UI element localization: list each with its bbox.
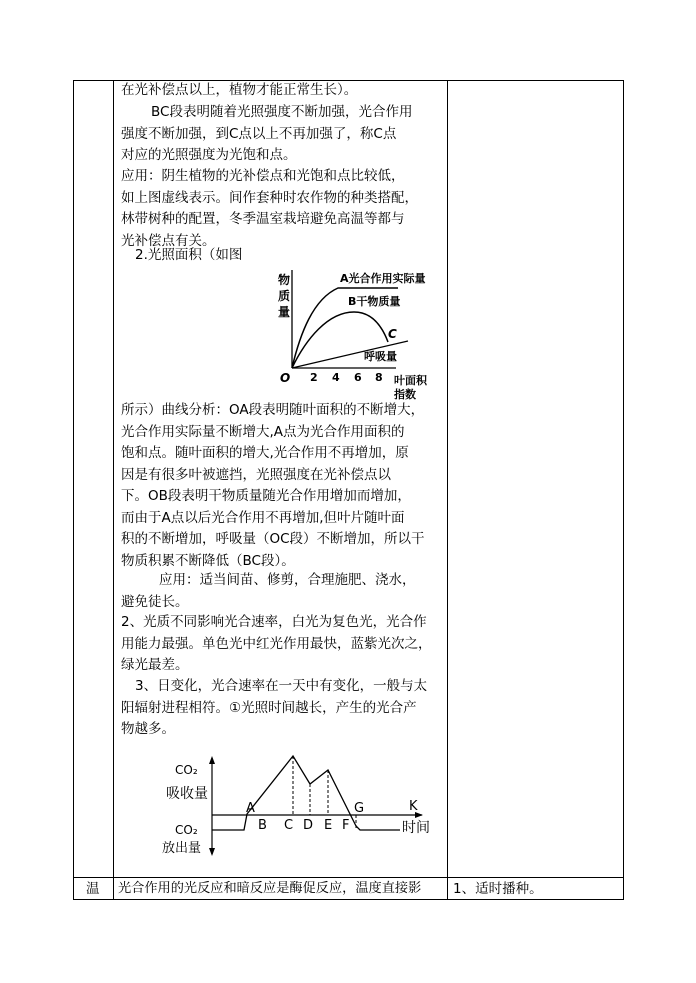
text-line: 用能力最强。单色光中红光作用最快，蓝紫光次之， (121, 635, 432, 652)
table-border-left (73, 80, 74, 900)
chart2-point-a: A (246, 801, 255, 816)
leaf-area-chart (268, 264, 446, 404)
chart2-point-b: B (258, 818, 267, 833)
chart2-y-arrow-down-icon (209, 848, 215, 856)
chart1-ylabel-2: 质 (278, 289, 291, 303)
chart1-xlabel-2: 指数 (394, 388, 416, 401)
timely-sowing-text: 1、适时播种。 (453, 881, 543, 897)
text-line: 光合作用实际量不断增大,A点为光合作用面积的 (121, 423, 405, 440)
row-label-temperature: 温 (86, 881, 100, 897)
chart2-release-label: 放出量 (162, 841, 202, 856)
text-line: 应用：适当间苗、修剪，合理施肥、浇水， (159, 572, 416, 588)
text-line: 而由于A点以后光合作用不再增加,但叶片随叶面 (121, 509, 405, 526)
table-border-right (623, 80, 624, 900)
text-line: 如上图虚线表示。间作套种时农作物的种类搭配， (121, 189, 418, 206)
chart1-xtick-8: 8 (375, 371, 383, 384)
chart1-ylabel-1: 物 (278, 273, 291, 287)
text-line: 避免徒长。 (121, 593, 189, 610)
para-bc-segment (121, 102, 446, 167)
para-application-thinning (121, 570, 446, 613)
chart2-point-k: K (409, 799, 418, 814)
text-line: 光补偿点有关。 (121, 232, 216, 249)
chart1-ylabel-3: 量 (278, 305, 291, 319)
chart2-co2-top: CO₂ (175, 763, 198, 777)
table-border-col1 (113, 80, 114, 900)
chart1-xtick-2: 2 (310, 371, 318, 384)
chart1-point-c-label: C (388, 327, 397, 341)
chart2-time-label: 时间 (402, 820, 430, 836)
daily-co2-chart (160, 750, 446, 860)
text-line: 因是有很多叶被遮挡，光照强度在光补偿点以 (121, 466, 391, 483)
text-line: 所示）曲线分析：OA段表明随叶面积的不断增大， (121, 402, 425, 418)
text-line: 物质积累不断降低（BC段）。 (121, 552, 295, 569)
text-line: 林带树种的配置，冬季温室栽培避免高温等都与 (121, 211, 405, 227)
para-light-quality (121, 612, 446, 677)
text-line: 物越多。 (121, 721, 175, 737)
text-line: 积的不断增加，呼吸量（OC段）不断增加，所以干 (121, 531, 425, 547)
chart2-y-arrow-up-icon (209, 756, 215, 764)
chart1-origin: O (280, 371, 291, 385)
chart2-point-e: E (324, 818, 333, 833)
chart2-absorb-label: 吸收量 (166, 786, 208, 802)
temperature-text: 光合作用的光反应和暗反应是酶促反应，温度直接影 (118, 881, 422, 896)
chart2-point-g: G (354, 801, 365, 816)
para-application-shade (121, 166, 446, 252)
text-line: 2.光照面积（如图 (135, 247, 243, 263)
chart1-xtick-6: 6 (354, 371, 362, 384)
para-curve-analysis (121, 400, 446, 572)
chart2-point-c: C (284, 818, 294, 833)
chart1-curve-b-label: B干物质量 (348, 295, 401, 308)
chart2-point-f: F (342, 818, 350, 833)
text-line: 阳辐射进程相符。①光照时间越长，产生的光合产 (121, 699, 417, 716)
chart2-point-d: D (303, 818, 314, 833)
para-daily-change (121, 676, 446, 741)
chart1-curve-a-label: A光合作用实际量 (340, 272, 426, 285)
table-border-col2 (447, 80, 448, 900)
para-compensation-end (121, 80, 446, 102)
chart2-co2-bottom: CO₂ (175, 823, 198, 837)
chart1-respiration-label: 呼吸量 (364, 350, 397, 363)
text-line: 应用：阴生植物的光补偿点和光饱和点比较低， (121, 168, 405, 184)
text-line: 3、日变化，光合速率在一天中有变化，一般与太 (135, 678, 428, 694)
text-line: 绿光最差。 (121, 657, 189, 673)
chart1-xlabel-1: 叶面积 (394, 374, 427, 387)
text-line: 强度不断加强，到C点以上不再加强了，称C点 (121, 125, 397, 142)
text-line: 2、光质不同影响光合速率，白光为复色光，光合作 (121, 614, 427, 630)
chart1-xtick-4: 4 (332, 371, 340, 384)
text-line: 在光补偿点以上，植物才能正常生长）。 (121, 82, 358, 98)
text-line: 饱和点。随叶面积的增大,光合作用不再增加，原 (121, 445, 409, 461)
text-line: 对应的光照强度为光饱和点。 (121, 147, 297, 163)
text-line: 下。OB段表明干物质量随光合作用增加而增加， (121, 488, 411, 504)
text-line: BC段表明随着光照强度不断加强，光合作用 (151, 104, 413, 120)
